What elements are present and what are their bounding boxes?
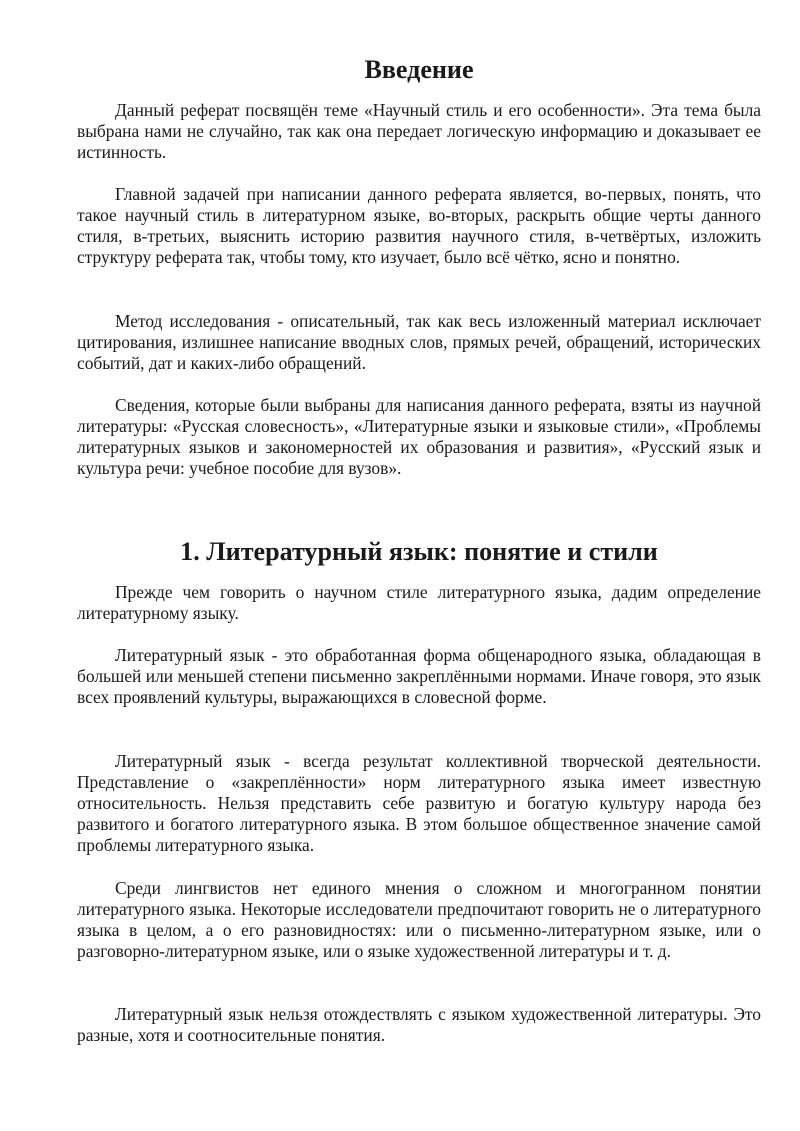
section-1-paragraph-2: Литературный язык - это обработанная форма общенародного языка, обладающая в большей или меньшей степени письменно закреплёнными нормами. Иначе говоря, это язык всех проявлений культуры, выражающихся в словесной форме. bbox=[77, 645, 761, 707]
section-1-paragraph-1: Прежде чем говорить о научном стиле литературного языка, дадим определение литературному языку. bbox=[77, 582, 761, 623]
intro-paragraph-2: Главной задачей при написании данного реферата является, во-первых, понять, что такое научный стиль в литературном языке, во-вторых, раскрыть общие черты данного стиля, в-третьих, выяснить историю развития научного стиля, в-четвёртых, изложить структуру реферата так, чтобы тому, кто изучает, было всё чётко, ясно и понятно. bbox=[77, 184, 761, 267]
section-1-paragraph-3: Литературный язык - всегда результат коллективной творческой деятельности. Представление о «закреплённости» норм литературного языка имеет известную относительность. Нельзя представить себе развитую и богатую культуру народа без развитого и богатого литературного языка. В этом большое общественное значение самой проблемы литературного языка. bbox=[77, 751, 761, 855]
intro-paragraph-1: Данный реферат посвящён теме «Научный стиль и его особенности». Эта тема была выбрана нами не случайно, так как она передает логическую информацию и доказывает ее истинность. bbox=[77, 100, 761, 162]
intro-paragraph-4: Сведения, которые были выбраны для написания данного реферата, взяты из научной литературы: «Русская словесность», «Литературные языки и языковые стили», «Проблемы литературных языков и закономерностей их образования и развития», «Русский язык и культура речи: учебное пособие для вузов». bbox=[77, 395, 761, 478]
intro-paragraph-3: Метод исследования - описательный, так как весь изложенный материал исключает цитирования, излишнее написание вводных слов, прямых речей, обращений, исторических событий, дат и каких-либо обращений. bbox=[77, 311, 761, 373]
section-1-heading: 1. Литературный язык: понятие и стили bbox=[180, 537, 658, 566]
section-1-paragraph-5: Литературный язык нельзя отождествлять с языком художественной литературы. Это разные, хотя и соотносительные понятия. bbox=[77, 1004, 761, 1045]
section-1-paragraph-4: Среди лингвистов нет единого мнения о сложном и многогранном понятии литературного языка. Некоторые исследователи предпочитают говорить не о литературного языка в целом, а о его разновидностях: или о письменно-литературном языке, или о разговорно-литературном языке, или о языке художественной литературы и т. д. bbox=[77, 878, 761, 961]
intro-heading: Введение bbox=[364, 55, 474, 84]
